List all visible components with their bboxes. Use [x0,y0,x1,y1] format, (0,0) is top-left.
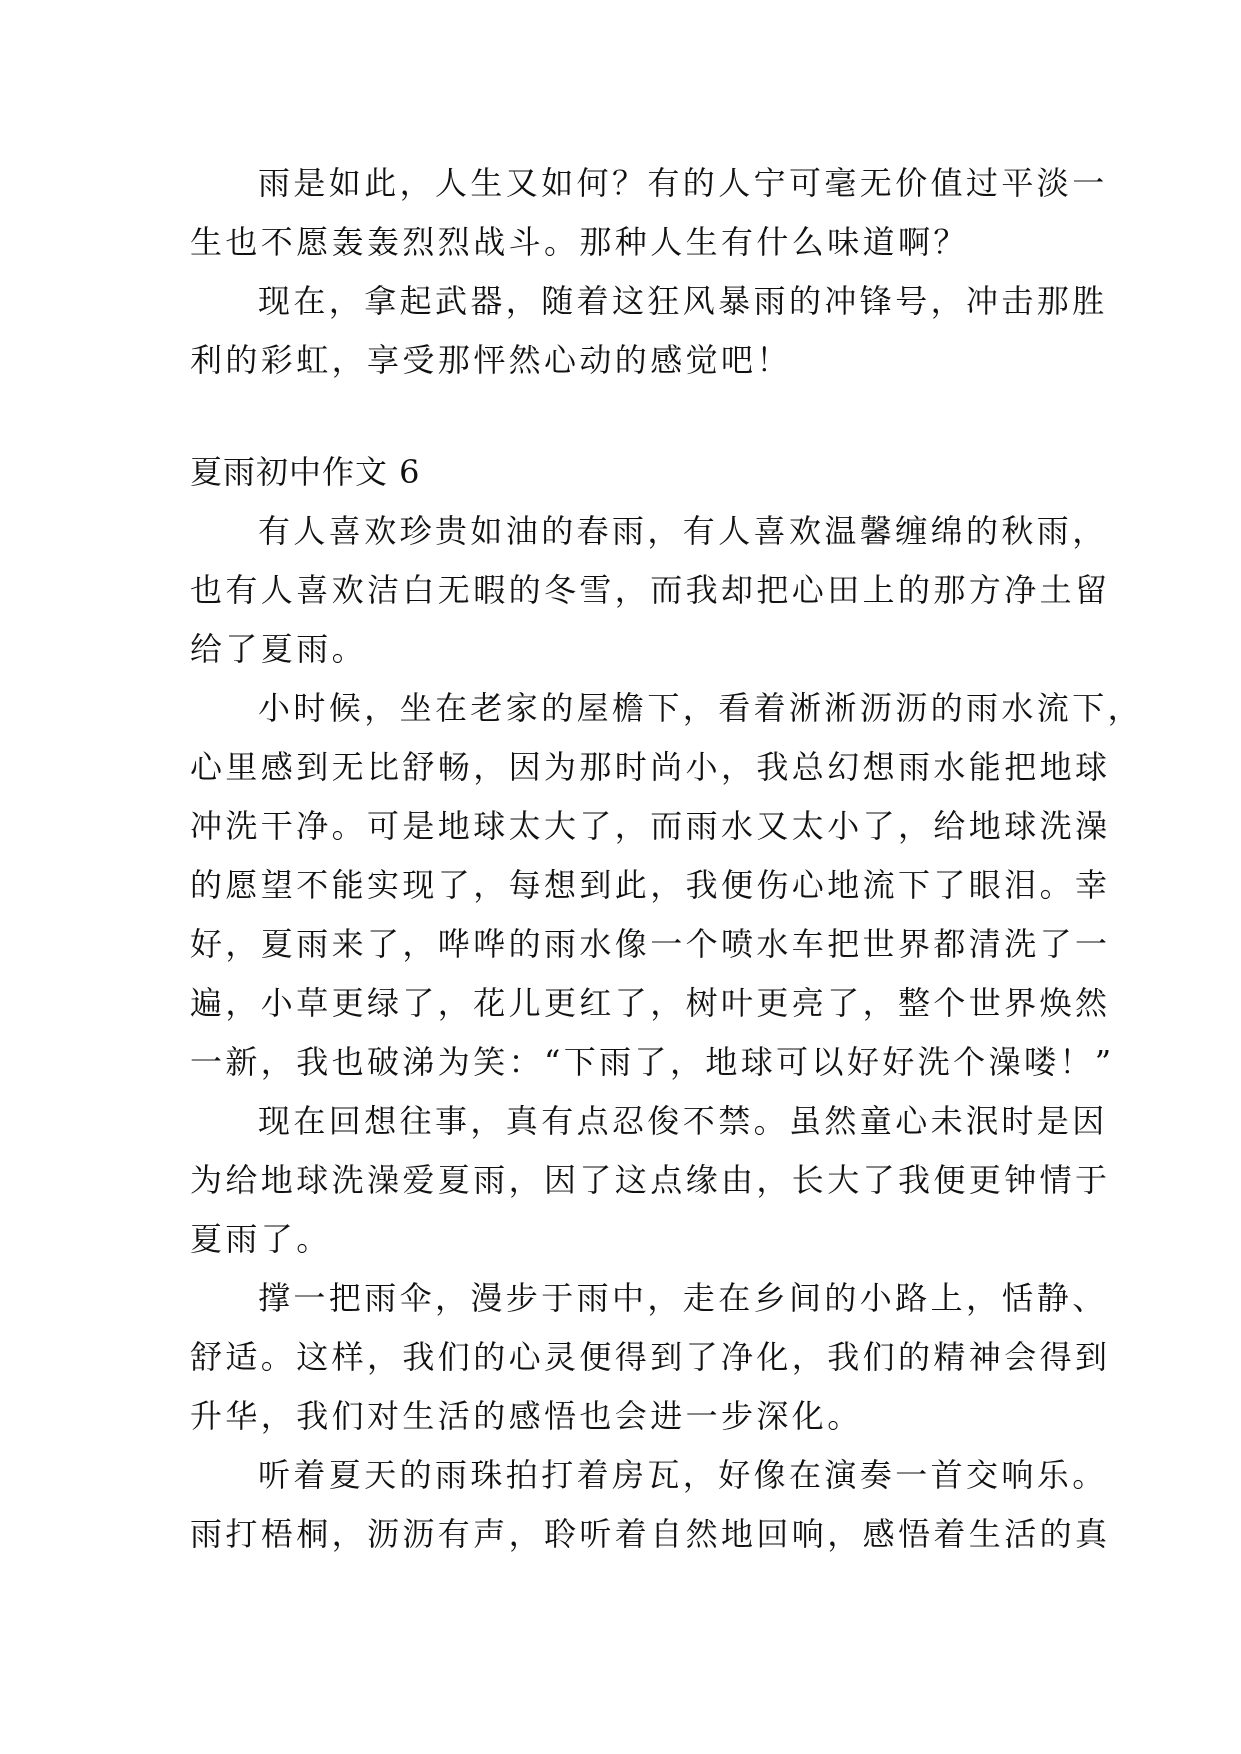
paragraph-line: 的愿望不能实现了，每想到此，我便伤心地流下了眼泪。幸 [190,866,1111,904]
paragraph-line: 好，夏雨来了，哗哗的雨水像一个喷水车把世界都清洗了一 [190,925,1111,963]
paragraph-line: 冲洗干净。可是地球太大了，而雨水又太小了，给地球洗澡 [190,807,1111,845]
paragraph-line: 为给地球洗澡爱夏雨，因了这点缘由，长大了我便更钟情于 [190,1161,1111,1199]
paragraph-line: 有人喜欢珍贵如油的春雨，有人喜欢温馨缠绵的秋雨， [258,512,1108,550]
paragraph-line: 听着夏天的雨珠拍打着房瓦，好像在演奏一首交响乐。 [258,1456,1108,1494]
paragraph-line: 现在回想往事，真有点忍俊不禁。虽然童心未泯时是因 [258,1102,1108,1140]
paragraph-line: 夏雨了。 [190,1220,332,1258]
paragraph-line: 心里感到无比舒畅，因为那时尚小，我总幻想雨水能把地球 [190,748,1111,786]
section-heading: 夏雨初中作文 6 [190,453,421,491]
paragraph-line: 一新，我也破涕为笑：“下雨了，地球可以好好洗个澡喽！” [190,1043,1115,1081]
paragraph-line: 舒适。这样，我们的心灵便得到了净化，我们的精神会得到 [190,1338,1111,1376]
paragraph-line: 撑一把雨伞，漫步于雨中，走在乡间的小路上，恬静、 [258,1279,1108,1317]
paragraph-line: 也有人喜欢洁白无暇的冬雪，而我却把心田上的那方净土留 [190,571,1111,609]
paragraph-line: 给了夏雨。 [190,630,368,668]
paragraph-line: 遍，小草更绿了，花儿更红了，树叶更亮了，整个世界焕然 [190,984,1111,1022]
paragraph-line: 小时候，坐在老家的屋檐下，看着淅淅沥沥的雨水流下， [258,689,1144,727]
paragraph-line: 生也不愿轰轰烈烈战斗。那种人生有什么味道啊？ [190,223,969,261]
paragraph-line: 现在，拿起武器，随着这狂风暴雨的冲锋号，冲击那胜 [258,282,1108,320]
paragraph-line: 升华，我们对生活的感悟也会进一步深化。 [190,1397,863,1435]
paragraph-line: 雨打梧桐，沥沥有声，聆听着自然地回响，感悟着生活的真 [190,1515,1111,1553]
paragraph-line: 利的彩虹，享受那怦然心动的感觉吧！ [190,341,792,379]
paragraph-line: 雨是如此，人生又如何？有的人宁可毫无价值过平淡一 [258,164,1108,202]
